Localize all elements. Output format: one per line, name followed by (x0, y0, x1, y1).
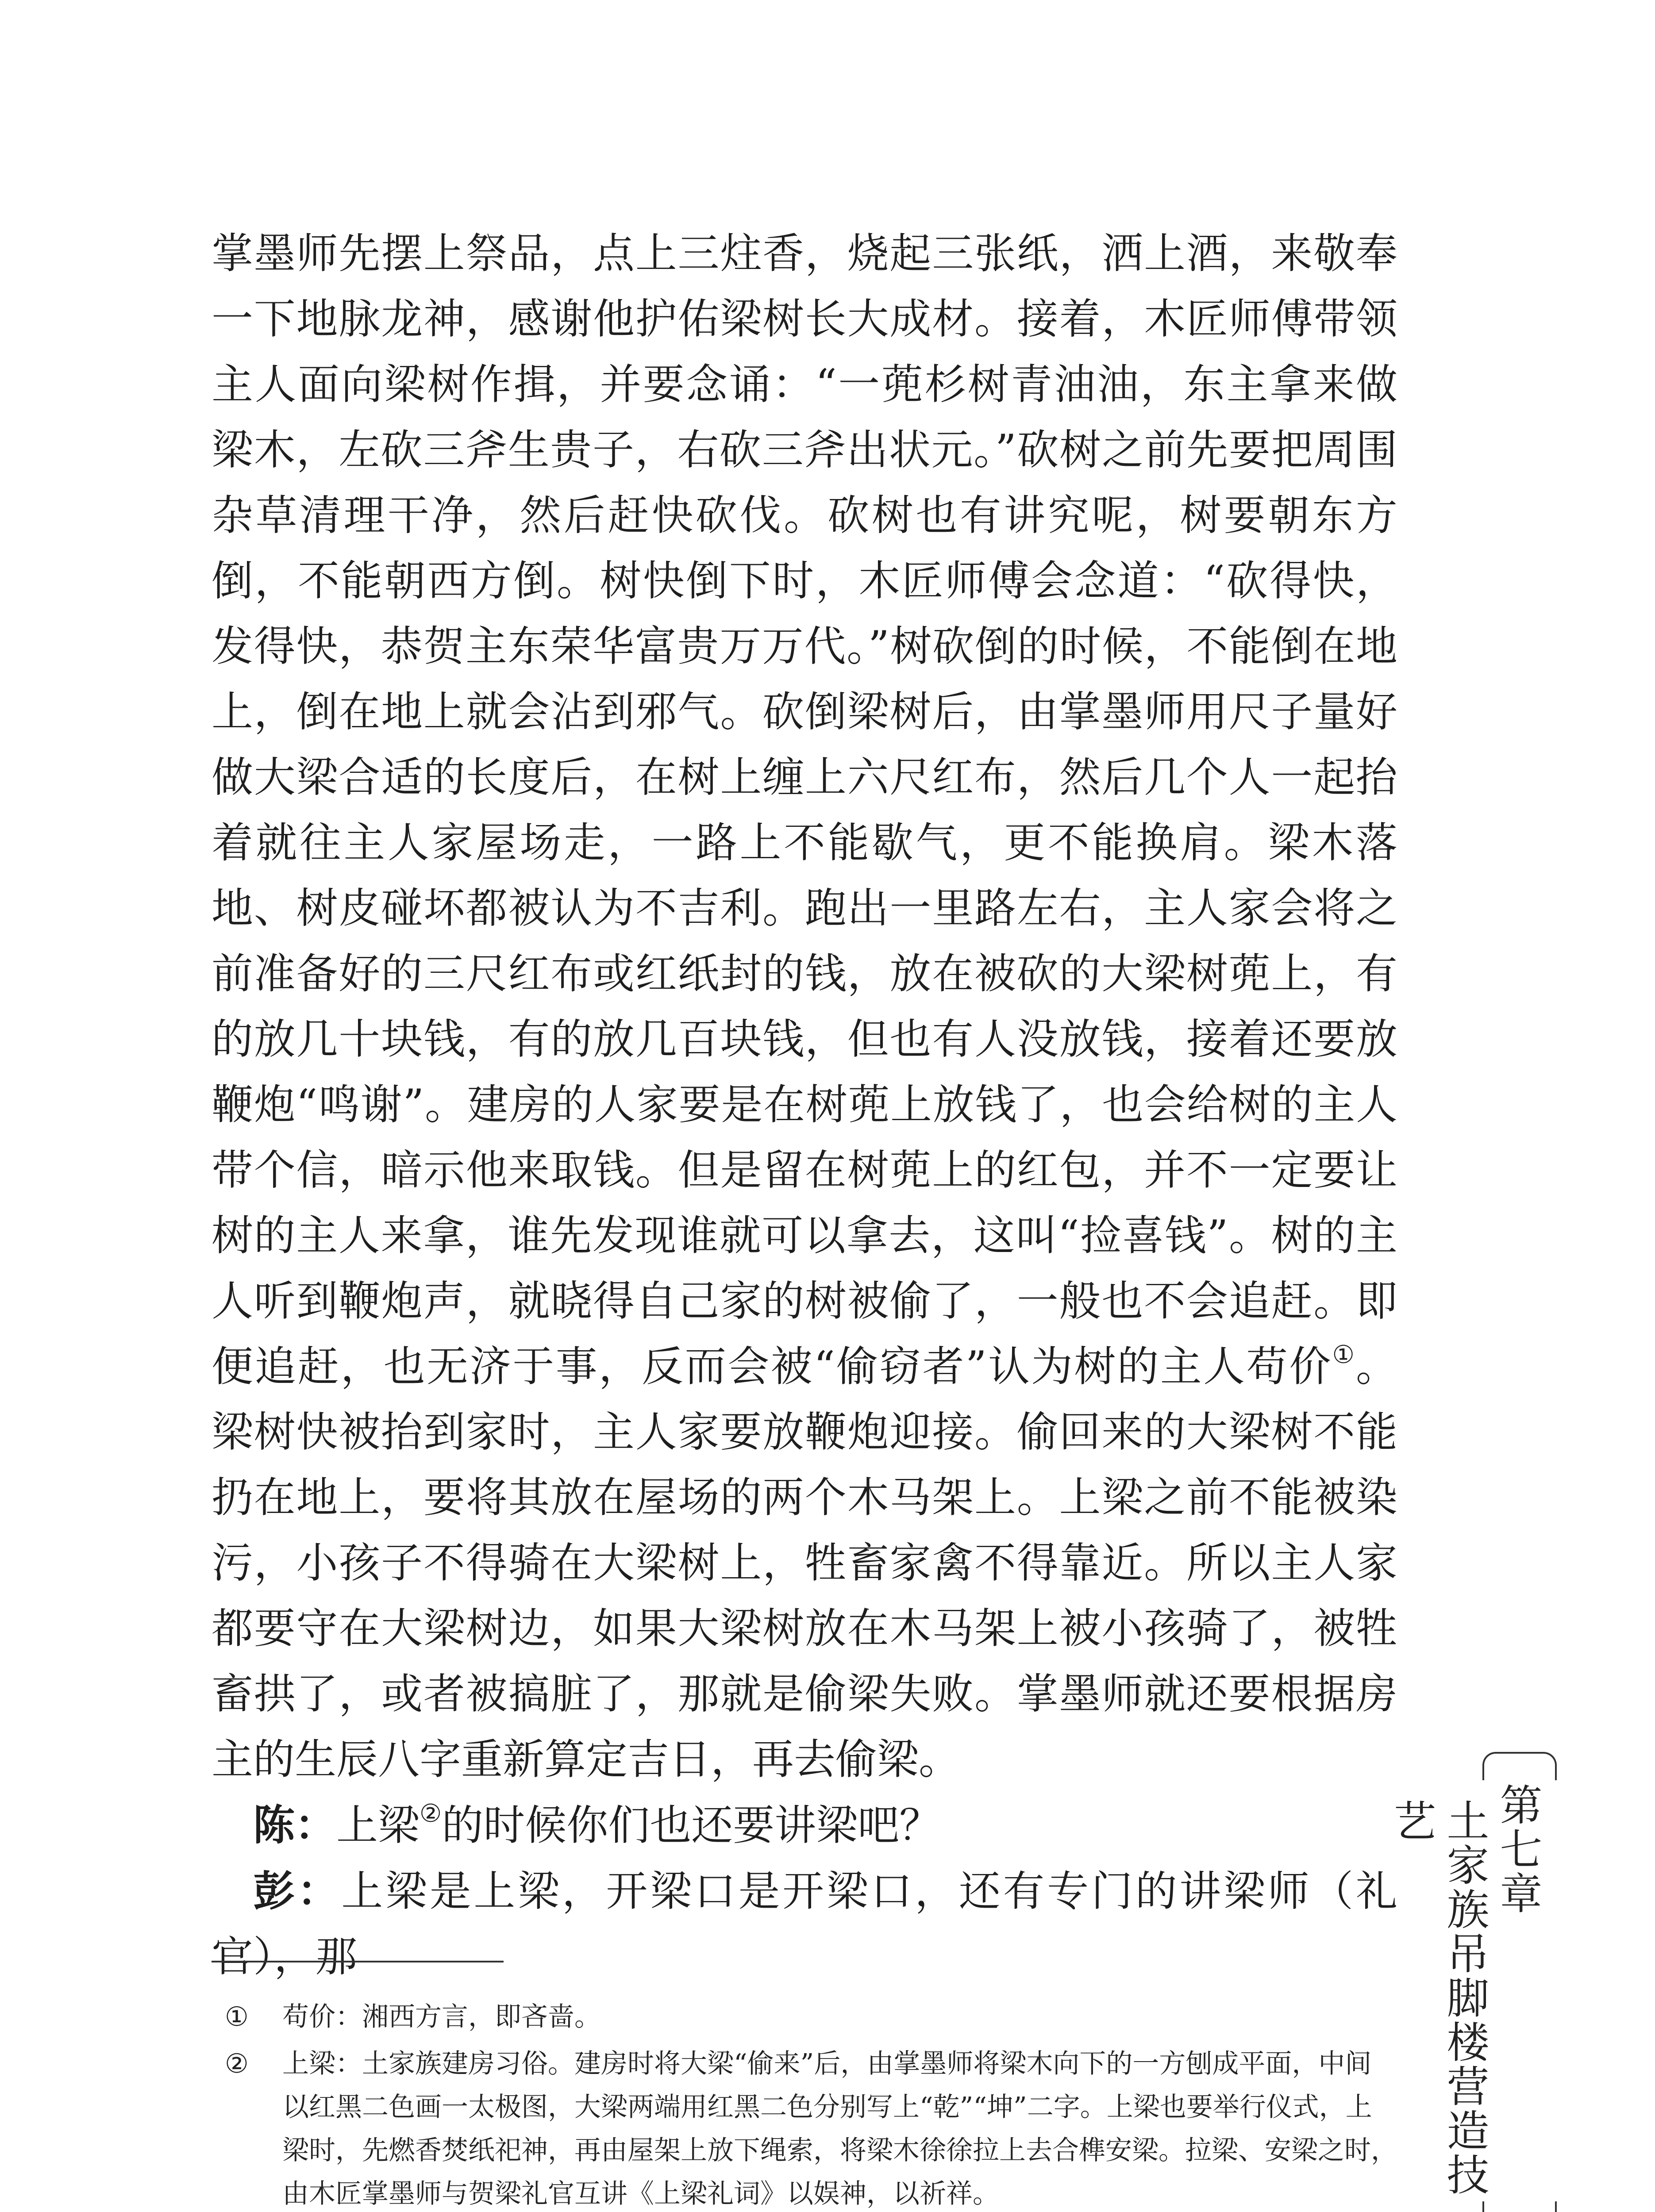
speaker-chen: 陈： (253, 1801, 337, 1850)
speaker-peng: 彭： (253, 1867, 342, 1916)
footnote-text: 苟价：湘西方言，即吝啬。 (282, 2001, 601, 2032)
main-text (212, 221, 1397, 1990)
sidebar-bracket-bottom (1482, 2201, 1557, 2212)
paragraph-text-cont: 。梁树快被抬到家时，主人家要放鞭炮迎接。偷回来的大梁树不能扔在地上，要将其放在屋场的两个木马架上。上梁之前不能被染污，小孩子不得骑在大梁树上，牲畜家禽不得靠近。所以主人家都要守在大梁树边，如果大梁树放在木马架上被小孩骑了，被牲畜拱了，或者被搞脏了，那就是偷梁失败。掌墨师就还要根据房主的生辰八字重新算定吉日，再去偷梁。 (212, 1343, 1397, 1784)
chapter-title: 土家族吊脚楼营造技艺 (1387, 1799, 1490, 2197)
footnote-divider (212, 1961, 504, 1962)
paragraph-text: 掌墨师先摆上祭品，点上三炷香，烧起三张纸，洒上酒，来敬奉一下地脉龙神，感谢他护佑梁树长大成材。接着，木匠师傅带领主人面向梁树作揖，并要念诵：“一蔸杉树青油油，东主拿来做梁木，左砍三斧生贵子，右砍三斧出状元。”砍树之前先要把周围杂草清理干净，然后赶快砍伐。砍树也有讲究呢，树要朝东方倒，不能朝西方倒。树快倒下时，木匠师傅会念道：“砍得快，发得快，恭贺主东荣华富贵万万代。”树砍倒的时候，不能倒在地上，倒在地上就会沾到邪气。砍倒梁树后，由掌墨师用尺子量好做大梁合适的长度后，在树上缠上六尺红布，然后几个人一起抬着就往主人家屋场走，一路上不能歇气，更不能换肩。梁木落地、树皮碰坏都被认为不吉利。跑出一里路左右，主人家会将之前准备好的三尺红布或红纸封的钱，放在被砍的大梁树蔸上，有的放几十块钱，有的放几百块钱，但也有人没放钱，接着还要放鞭炮“鸣谢”。建房的人家要是在树蔸上放钱了，也会给树的主人带个信，暗示他来取钱。但是留在树蔸上的红包，并不一定要让树的主人来拿，谁先发现谁就可以拿去，这叫“捡喜钱”。树的主人听到鞭炮声，就晓得自己家的树被偷了，一般也不会追赶。即便追赶，也无济于事，反而会被“偷窃者”认为树的主人苟价 (212, 230, 1397, 1391)
footnote-1 (212, 1995, 1397, 2039)
dialogue-peng (212, 1859, 1397, 1990)
footnote-ref-2[interactable]: ② (420, 1799, 442, 1828)
dialogue-text: 上梁 (336, 1801, 420, 1850)
sidebar-text (1387, 1783, 1544, 2212)
footnotes (212, 1995, 1397, 2212)
footnote-number: ② (225, 2048, 249, 2079)
paragraph-body (212, 221, 1397, 1793)
dialogue-text-cont: 的时候你们也还要讲梁吧？ (442, 1801, 941, 1850)
dialogue-chen (212, 1793, 1397, 1859)
footnote-text: 上梁：土家族建房习俗。建房时将大梁“偷来”后，由掌墨师将梁木向下的一方刨成平面，中间以红黑二色画一太极图，大梁两端用红黑二色分别写上“乾”“坤”二字。上梁也要举行仪式，上梁时，先燃香焚纸祀神，再由屋架上放下绳索，将梁木徐徐拉上去合榫安梁。拉梁、安梁之时，由木匠掌墨师与贺梁礼官互讲《上梁礼词》以娱神，以祈祥。 (282, 2048, 1397, 2209)
chapter-sidebar (1387, 1752, 1562, 2212)
footnote-2 (212, 2042, 1397, 2212)
footnote-ref-1[interactable]: ① (1332, 1340, 1356, 1369)
footnote-number: ① (225, 2001, 249, 2032)
chapter-label: 第七章 (1493, 1783, 1543, 1916)
dialogue-text: 上梁是上梁，开梁口是开梁口，还有专门的讲梁师（礼官），那 (212, 1867, 1397, 1981)
sidebar-bracket-top (1482, 1752, 1557, 1780)
